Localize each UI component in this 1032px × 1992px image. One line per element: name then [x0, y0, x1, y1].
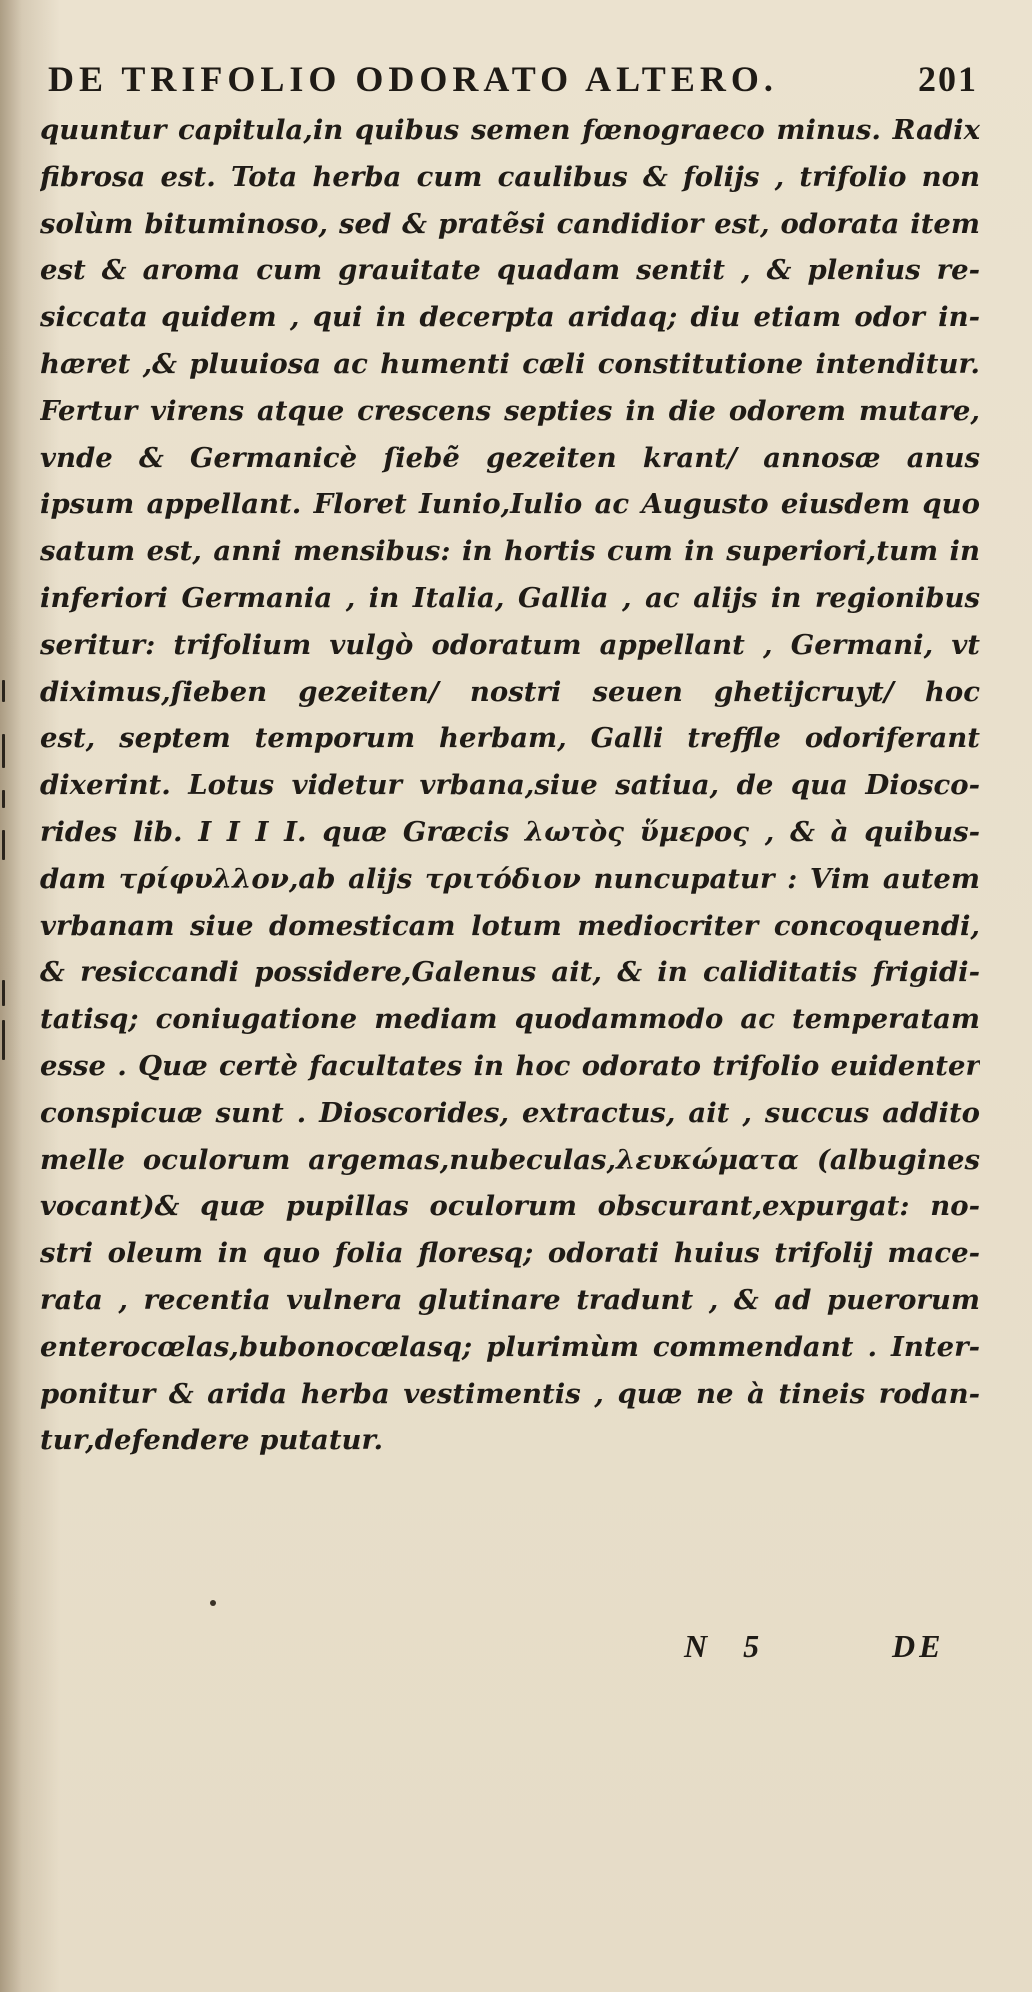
running-head [48, 58, 978, 108]
text-line: Fertur virens atque crescens septies in die odorem mutare, [40, 394, 980, 427]
text-line: diximus,ſieben gezeiten/ nostri seuen ghetijcruyt/ hoc [40, 675, 980, 708]
text-line: esse . Quæ certè facultates in hoc odorato trifolio euidenter [40, 1049, 980, 1082]
ink-speck [210, 1600, 216, 1606]
signature-mark: N 5 [684, 1628, 774, 1664]
page-footer [0, 1628, 1032, 1678]
text-line: stri oleum in quo folia floresq; odorati huius trifolij mace- [40, 1237, 980, 1270]
binding-gutter-marks [0, 680, 10, 1100]
running-head-title: DE TRIFOLIO ODORATO ALTERO. [48, 59, 778, 99]
text-line: hæret ,& pluuiosa ac humenti cæli constitutione intenditur. [40, 347, 980, 380]
text-line: siccata quidem , qui in decerpta aridaq; diu etiam odor in- [40, 301, 980, 334]
text-line: ponitur & arida herba vestimentis , quæ ne à tineis rodan- [40, 1377, 980, 1410]
text-line: rides lib. I I I I. quæ Græcis λωτὸς ὕμερος , & à quibus- [40, 815, 980, 848]
text-line: solùm bituminoso, sed & pratẽsi candidior est, odorata item [40, 207, 980, 240]
text-line: quuntur capitula,in quibus semen fœnograeco minus. Radix [40, 114, 980, 146]
text-line: vrbanam siue domesticam lotum mediocriter concoquendi, [40, 909, 980, 942]
text-line: rata , recentia vulnera glutinare tradunt , & ad puerorum [40, 1283, 980, 1316]
text-line: conspicuæ sunt . Dioscorides, extractus, ait , succus addito [40, 1096, 980, 1129]
text-line: dixerint. Lotus videtur vrbana,siue satiua, de qua Diosco- [40, 769, 980, 802]
text-line: vocant)& quæ pupillas oculorum obscurant,expurgat: no- [40, 1190, 980, 1223]
text-line: melle oculorum argemas,nubeculas,λευκώματα (albugines [40, 1143, 980, 1176]
catchword: DE [892, 1628, 945, 1664]
text-line: enterocœlas,bubonocœlasq; plurimùm commendant . Inter- [40, 1330, 980, 1363]
text-line: & resiccandi possidere,Galenus ait, & in caliditatis frigidi- [40, 956, 980, 989]
body-text [40, 107, 980, 1464]
text-line: tatisq; coniugatione mediam quodammodo ac temperatam [40, 1003, 980, 1036]
page-number: 201 [918, 59, 978, 99]
text-line: vnde & Germanicè ſiebẽ gezeiten krant/ annosæ anus [40, 441, 980, 474]
text-line: fibrosa est. Tota herba cum caulibus & folijs , trifolio non [40, 160, 980, 193]
text-line: satum est, anni mensibus: in hortis cum in superiori,tum in [40, 535, 980, 568]
text-line: inferiori Germania , in Italia, Gallia , ac alijs in regionibus [40, 581, 980, 614]
text-line: est & aroma cum grauitate quadam sentit , & plenius re- [40, 254, 980, 287]
text-line: ipsum appellant. Floret Iunio,Iulio ac Augusto eiusdem quo [40, 488, 980, 521]
text-line: est, septem temporum herbam, Galli treffle odoriferant [40, 722, 980, 755]
text-line: seritur: trifolium vulgò odoratum appellant , Germani, vt [40, 628, 980, 661]
text-line-last: tur,defendere putatur. [40, 1424, 384, 1457]
text-line: dam τρίφυλλον,ab alijs τριτόδιον nuncupatur : Vim autem [40, 862, 980, 895]
